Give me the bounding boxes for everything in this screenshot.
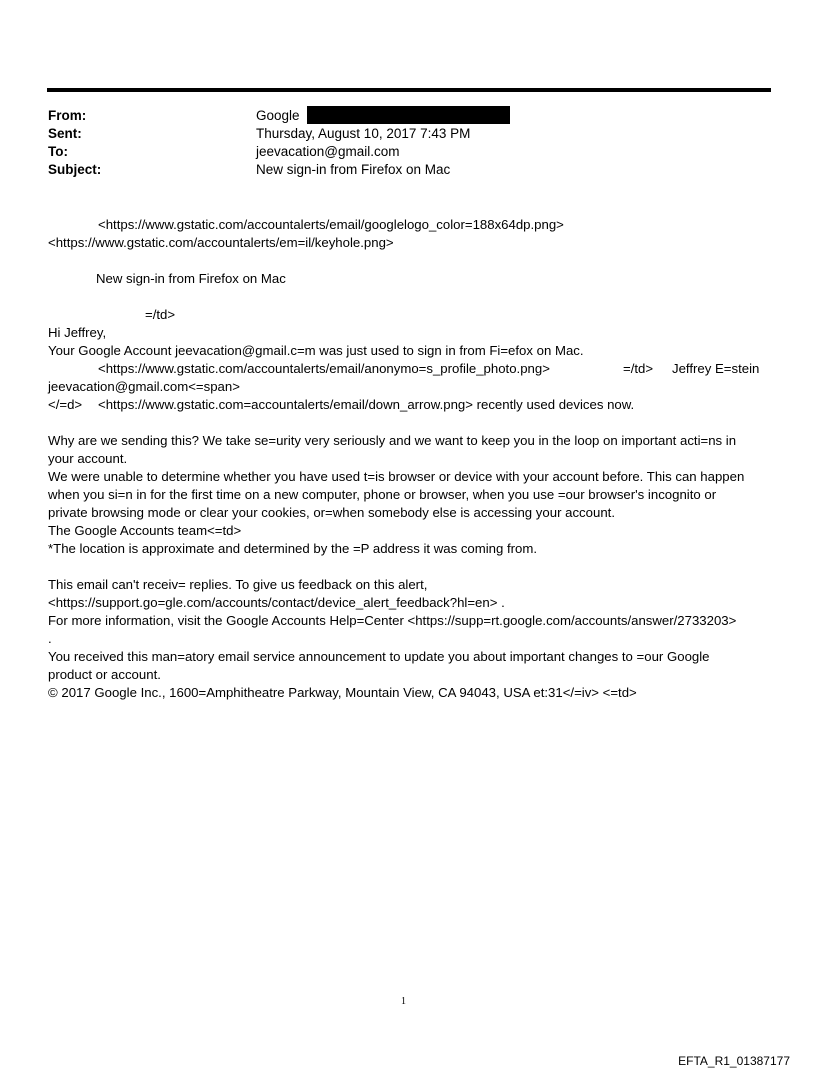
- photo-td: =/td>: [623, 361, 654, 376]
- team-line: The Google Accounts team<=td>: [48, 523, 242, 538]
- keyhole-url: <https://www.gstatic.com/accountalerts/em=il/keyhole.png>: [48, 235, 394, 250]
- to-value: jeevacation@gmail.com: [256, 144, 400, 159]
- unable-line-3: private browsing mode or clear your cookies, or=when somebody else is accessing your account.: [48, 505, 615, 520]
- why-line-2: your account.: [48, 451, 128, 466]
- logo-url: <https://www.gstatic.com/accountalerts/email/googlelogo_color=188x64dp.png>: [98, 217, 564, 232]
- subject-value: New sign-in from Firefox on Mac: [256, 162, 451, 177]
- unable-line-2: when you si=n in for the first time on a new computer, phone or browser, when you use =our browser's incognito or: [48, 487, 717, 502]
- bates-number: EFTA_R1_01387177: [678, 1054, 790, 1068]
- photo-name: Jeffrey E=stein: [672, 361, 760, 376]
- header-rule: [47, 88, 771, 92]
- greeting: Hi Jeffrey,: [48, 325, 107, 340]
- sent-label: Sent:: [48, 126, 82, 141]
- copyright-line: © 2017 Google Inc., 1600=Amphitheatre Parkway, Mountain View, CA 94043, USA et:31</=iv> <=td>: [48, 685, 637, 700]
- photo-url: <https://www.gstatic.com/accountalerts/email/anonymo=s_profile_photo.png>: [98, 361, 550, 376]
- headline: New sign-in from Firefox on Mac: [96, 271, 286, 286]
- feedback-url: <https://support.go=gle.com/accounts/contact/device_alert_feedback?hl=en> .: [48, 595, 505, 610]
- devices-text: <https://www.gstatic.com=accountalerts/email/down_arrow.png> recently used devices now.: [98, 397, 635, 412]
- help-line: For more information, visit the Google Accounts Help=Center <https://supp=rt.google.com/accounts/answer/2733203>: [48, 613, 737, 628]
- help-dot: .: [48, 631, 52, 646]
- span-line: jeevacation@gmail.com<=span>: [48, 379, 240, 394]
- to-label: To:: [48, 144, 68, 159]
- from-label: From:: [48, 108, 87, 123]
- unable-line-1: We were unable to determine whether you have used t=is browser or device with your account before. This can happen: [48, 469, 745, 484]
- from-value: Google: [256, 108, 300, 123]
- page-number: 1: [401, 996, 406, 1007]
- subject-label: Subject:: [48, 162, 102, 177]
- devices-tag: </=d>: [48, 397, 83, 412]
- noreply-line: This email can't receiv= replies. To give us feedback on this alert,: [48, 577, 428, 592]
- redaction-block: [307, 106, 510, 124]
- mandatory-line-1: You received this man=atory email service announcement to update you about important changes to =our Google: [48, 649, 710, 664]
- mandatory-line-2: product or account.: [48, 667, 161, 682]
- location-line: *The location is approximate and determined by the =P address it was coming from.: [48, 541, 538, 556]
- account-line: Your Google Account jeevacation@gmail.c=m was just used to sign in from Fi=efox on Mac.: [48, 343, 584, 358]
- sent-value: Thursday, August 10, 2017 7:43 PM: [256, 126, 471, 141]
- why-line-1: Why are we sending this? We take se=urity very seriously and we want to keep you in the loop on important acti=ns in: [48, 433, 737, 448]
- td-close: =/td>: [145, 307, 176, 322]
